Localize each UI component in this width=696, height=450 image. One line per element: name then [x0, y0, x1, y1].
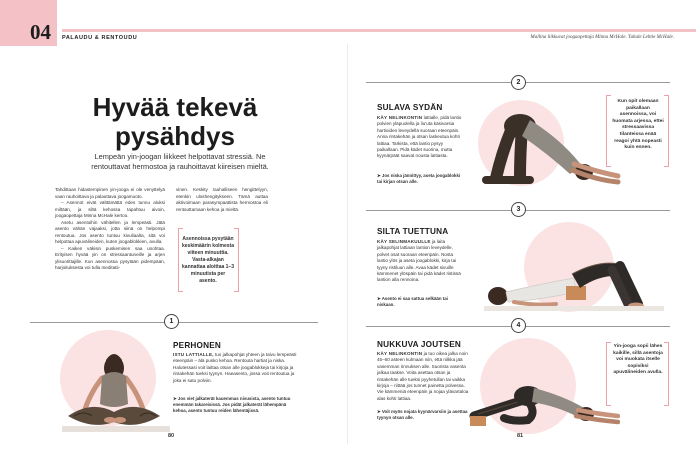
pose-body-text: ja laita jalkapohjat lattiaan lantion leveydelle, polvet osat suoraan eteenpäin. Nosta lantio ylös ja aseta joogablokki, kirja tai tyyny ristiluun alle. Avaa kädet sivuille kämmenet ylöspäin tai pidä kädet ristissä lantion alla rennoina.: [377, 239, 461, 283]
side-quote: Yin-jooga sopii lähes kaikille, sillä asentoja voi muokata itselle sopiviksi apuvälineiden avulla.: [613, 344, 663, 376]
pose-tip: [377, 409, 469, 421]
paragraph: – Asennot eivät välttämättä edes tunnu aluksi miltään, ja siltä kehossa tapahtuu aivoin, joogaopettaja Minna McHale kertoo.: [55, 200, 165, 218]
side-quote: Kun opit olemaan paikallaan asennoissa, voi huomata arjessa, ettei stressaavissa tilanteissa enää reagoi yhtä nopeasti kuin ennen.: [612, 99, 664, 151]
pose-lead-label: KÄY NELINKONTIN: [377, 115, 423, 120]
pose-body-text: tuo jalkapohjat yhteen ja taivu lempeästi eteenpäin – älä pusko kehoa. Rentouta hartiat ja niska. Halutessasi voit laittaa otsan alle joogablokkeja tai kirjoja ja rintakehän tueksi tyynyn. Haeasento, jossa voit rentoutua ja joka ei satu polviin.: [173, 352, 297, 383]
pose-body-text: ja tuo oikea jalka noin 45–60 asteen kulmaan niin, että nilkka jää vasemman rinnuksen alle. Suorista vasenta jalkaa taakse. Voita asettaa otsan ja rintakehän alle tueksi pyyhetullan tai vaikka kirjoja – riittää jos tunnet painetta polvessa. Vie kämmeniä eteenpäin ja nojaa ylävartaloa alas kohti lattiaa.: [377, 351, 469, 401]
body-column-2: [176, 187, 268, 213]
page-number-left: 80: [168, 433, 175, 439]
pose-number-badge: 2: [511, 75, 526, 90]
quote-bracket-right: [664, 342, 669, 406]
quote-bracket-right: [664, 95, 669, 167]
pose-title: PERHONEN: [173, 341, 222, 350]
paragraph: – Kaiken väkisin puskemisen saa unohtaa. Erityisen hyvää yin on stressaantuneille ja arjen ylisuorittajille. Kun asennossa pysytään pidempään, harjoituksesta voi tulla meditatii-: [55, 245, 165, 270]
quote-bracket-right: [234, 228, 239, 292]
pose-description: [377, 239, 463, 284]
pose-description: [377, 351, 469, 402]
arrow-icon: ➤: [377, 173, 382, 178]
pose-tip: [377, 296, 463, 308]
pose-body-text: lattialle, pidä lantio polvien yläpuolella ja liu'uta käsivarsia hartioiden leveydellä suoraan eteenpäin. Anna rintakehän ja otsan laskeutua kohti lattiaa. Tarkista, että lantio pysyy paikallaan. Pidä kädet suorina, mutta kyynärpäät saavat nousta lattiasta.: [377, 115, 462, 159]
quote-bracket-left: [606, 95, 611, 167]
melting-heart-pose-illustration: [472, 100, 622, 192]
arrow-icon: ➤: [377, 409, 382, 414]
pose-tip-text: Asento ei saa sattua selkään tai niskaan.: [377, 296, 448, 307]
section-label: PALAUDU & RENTOUDU: [62, 35, 138, 41]
title-line: Hyvää tekevä: [92, 92, 258, 122]
pose-lead-label: KÄY SELINMAKUULLE: [377, 239, 431, 244]
arrow-icon: ➤: [377, 296, 382, 301]
pose-description: [173, 352, 301, 384]
pose-description: [377, 115, 463, 160]
pose-title: SILTA TUETTUNA: [377, 227, 449, 236]
quote-bracket-left: [606, 342, 611, 406]
supported-bridge-pose-illustration: [480, 234, 670, 314]
article-lead: Lempeän yin-joogan liikkeet helpottavat stressiä. Ne rentouttavat hermostoa ja rauhoittavat kiireisen mieltä.: [91, 152, 269, 171]
pose-lead-label: KÄY NELINKONTIN: [377, 351, 423, 356]
article-title: [60, 93, 290, 151]
pose-tip: [173, 396, 301, 414]
pose-tip: [377, 173, 463, 185]
pose-number-badge: 4: [511, 318, 526, 333]
arrow-icon: ➤: [173, 396, 178, 401]
page-number-right: 81: [517, 433, 524, 439]
pose-title: SULAVA SYDÄN: [377, 103, 443, 112]
pose-number-badge: 3: [511, 202, 526, 217]
page-gutter: [347, 44, 348, 444]
pose-tip-text: Voit myös nojata kyynärvarsiin ja asettaa tyynyn otsan alle.: [377, 409, 468, 420]
pose-title: NUKKUVA JOUTSEN: [377, 340, 461, 349]
paragraph: Tahdittaan hidastempinen yin-jooga ei ole venyttelyä vaan rauhoittava ja palauttava joogamuoto.: [55, 187, 165, 199]
pose-tip-text: Jos viet jalkaterät kauemmas nivusista, asento tuntuu enemmän takareisissä. Jos pidät jalkaterät lähempänä kehoa, asento tuntuu reiden lähentäjissä.: [173, 396, 291, 413]
sleeping-swan-pose-illustration: [468, 362, 620, 430]
pose-tip-text: Jos niska jännittyy, aseta joogablokki tai kirjan otsan alle.: [377, 173, 461, 184]
paragraph: Asetu asentoihin vähitellen ja lempeästi. Jätä asento vähän vajaaksi, jotta siinä on helpompi rentoutua. Jos asento tuntuu kivuliaalta, sitä voi helpottaa apuvälineiden, kuten joogablokkien, avulla.: [55, 219, 165, 244]
pull-quote: Asennoissa pysytään keskimäärin kolmesta viiteen minuuttia. Vasta-alkajan kannattaa aloittaa 1–3 minuutista per asento.: [182, 236, 234, 284]
pose-number-badge: 1: [164, 314, 179, 329]
title-line: pysähdys: [115, 121, 235, 151]
paragraph: vinen. Keskity rauhalliseen hengittelyyn, etenkin uloshengitykseen. Tämä auttaa aktivoimaan parasympaattista hermostoa eli rentouttamaan kehoa ja mieltä.: [176, 187, 268, 212]
body-column-1: [55, 187, 165, 272]
photo-credit: Mallina liikkuvat joogaopettaja Minna McHale. Tuhale Lehtie McHale.: [530, 35, 674, 40]
header-rule: [62, 29, 696, 32]
chapter-number: 04: [30, 20, 51, 44]
pose-lead-label: ISTU LATTIALLE,: [173, 352, 214, 357]
